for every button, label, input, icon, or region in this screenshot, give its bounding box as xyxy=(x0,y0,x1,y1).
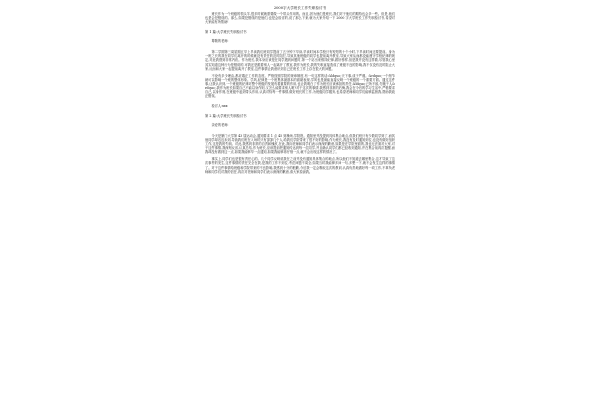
section-1-paragraph-2: 不论有多少理由,都应端正工作的态度。严格按照学院的规章制度,有一句这样的话:&ldquo;天下事,成于严谨。&rdquo;一个细节就可以影响一个班的整体形象。学风,纪律是一个班集体最基本的面貌表现,学风也是最能直接反映一个班级的一个重要方面。通过这件事,让我认识到,一个班级的纪律对整个班级的发展有着重要的作用,也让我明白了作为班长应该承担的责任,&ldquo;己所不欲,勿施于人&rdquo;,我作为班长如果自己不能以身作则,又怎么能要求别人呢?对于这次的事情,我感到非常的后悔,我会在今后的学习生活中,严格要求自己,以身作则,在班级中起到带头作用,认真对待每一件事情,做好班长的工作,为班级同学服务,也希望老师和同学们能够监督我,帮助我改正错误。 xyxy=(205,73,395,98)
section-2-paragraph-1: 今天是厦门大学第 43 届运动会,通知要求 1 点 45 到操场,学院报。通知里并没提到具体集合地点,但我们班只有少数同学到了,而其他同学却迟迟未到,导致我们班在入场时只有寥寥几个人,给我们学院带来了很不好的影响,作为班长,我没有及时通知到位,也没有做好组织工作,这是我的失职。对此,我感到非常的自责和愧疚,在此,我向老师和同学们表示深深的歉意,如果是在学院里面的,我也无法面对大家,对于这件事情,我深刻反省,认真总结,作为班长,应该提前把通知传达到每一位同学,并且确认同学们都已经收到通知,并在集合前再次提醒,而我却没有做到这一点,如果我能够早一点通知,如果我能够再仔细一点,就不会出现这样的情况了。 xyxy=(205,134,395,155)
document-page xyxy=(205,6,395,396)
section-2-heading: 第 2 篇:大学班长失职检讨书 xyxy=(205,113,247,118)
section-2-paragraph-2: 事实上,同学们也是很有责任心的。几个同学反映说我在之前并没有通知具体集合的地点,所以他们不知道去哪里集合,这才导致了这次事件的发生,这件事情的责任完全在我,是我的工作不到位,考虑问题不周全,如果当时我能够多问一句,多想一下,就不会发生这样的事情了。对于这件事情给班级和学院带来的不良影响,我感到十分的抱歉,今后我一定会吸取这次的教训,认真负责地做好每一项工作,不辜负老师和同学们对我的信任,再次对老师和同学们表示深深的歉意,请大家原谅我。 xyxy=(205,157,395,174)
intro-paragraph: 班长作为一个班级的领头羊,很多时候就需要做一个带头作用的。而且,因为他们是班长,我们对于他们的期待也会多一些。但是,他们也是会犯错误的。那么,如果犯错误的是他们,也是会检讨的,说了那么下来,就为大家介绍一下 2000 字大学班长工作失职检讨书,希望对大家能有所帮助! xyxy=(205,12,395,25)
section-1-paragraph-1: 第二学期第三周星期五早上早读我们班同学提前了五分钟下早读,早读时间本学校只有短短的十个小时,下早读时间还要提前。身为一班之长的我在同学们离开的时候就没有责任的及时阻拦,导致其他班级的同学也提前离开教室,导致大家从而都没能遵守学校纪律的规定,对此我感到非常内疚。作为班长,我本身应该是在同学遇到问题时,第一个站出来维持纪律,做好榜样,但是我并没有这样做,尽管我心里其实知道这种行为是错误的,可我还是跟着别人一起离开了教室,我作为班长,我的失职直接造成了班级不良的影响,我不仅没有及时阻止大家,反而和大家一起提前离开了教室,这件事情让我意识到自己在班长工作上存在很大的问题。 xyxy=(205,50,395,71)
section-1-heading: 第 1 篇:大学班长失职检讨书 xyxy=(205,30,247,35)
section-1-salutation: 尊敬的老师: xyxy=(211,39,229,44)
section-1-signature: 检讨人:xxx xyxy=(211,103,228,108)
section-2-salutation: 亲爱的老师: xyxy=(211,123,229,128)
document-title: 2000字大学班长工作失职检讨书 xyxy=(273,6,327,10)
